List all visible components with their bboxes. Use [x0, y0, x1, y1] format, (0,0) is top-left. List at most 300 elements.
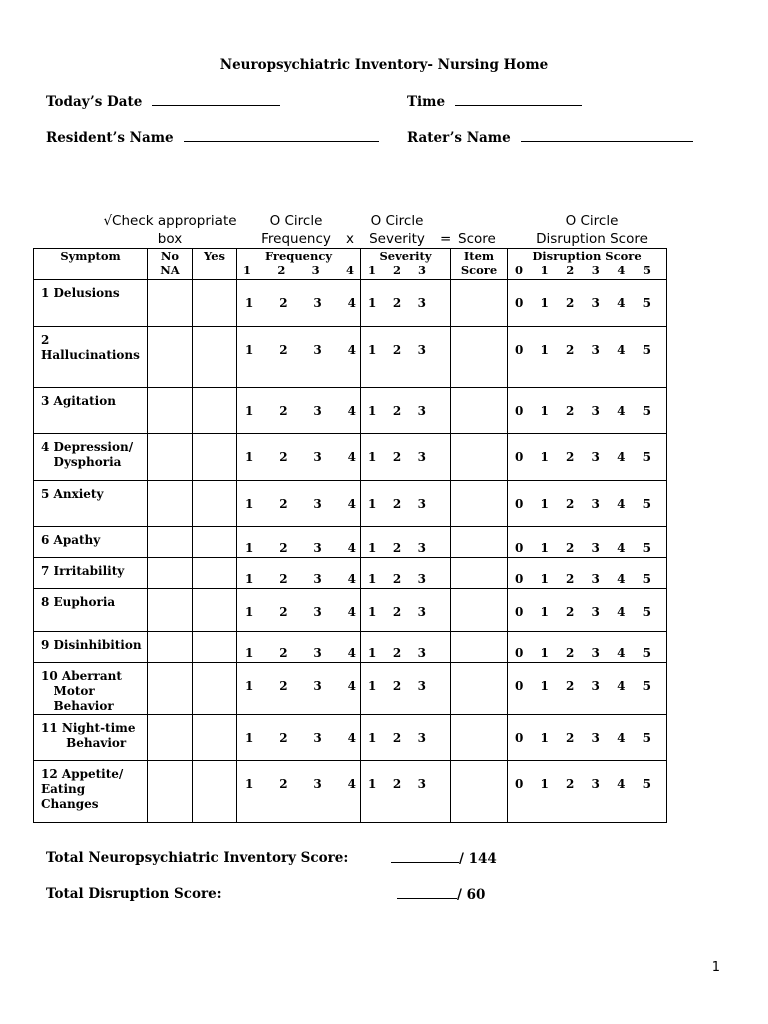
score-instruction: Score	[458, 231, 496, 247]
yes-checkbox[interactable]	[193, 589, 237, 632]
raters-name-label: Rater’s Name	[407, 130, 511, 146]
rating-option[interactable]: 1	[368, 296, 377, 310]
rating-option[interactable]: 2	[392, 605, 402, 619]
rating-option[interactable]: 0	[515, 679, 524, 693]
symptom-cell: 3 Agitation	[34, 388, 148, 434]
rating-option[interactable]: 1	[368, 777, 377, 791]
header-number: 1	[243, 263, 252, 277]
rating-option[interactable]: 5	[642, 679, 651, 693]
disruption-options	[508, 715, 667, 761]
todays-date-label: Today’s Date	[46, 94, 143, 110]
rating-option[interactable]: 1	[540, 296, 549, 310]
rating-option[interactable]: 3	[591, 404, 600, 418]
severity-options	[361, 589, 451, 632]
rating-option[interactable]: 1	[368, 731, 377, 745]
rating-option[interactable]: 4	[347, 450, 356, 464]
rating-option[interactable]: 4	[617, 646, 626, 660]
rating-option[interactable]: 3	[313, 777, 322, 791]
residents-name-field	[46, 129, 379, 146]
rating-option[interactable]: 0	[515, 450, 524, 464]
rating-option[interactable]: 2	[566, 605, 575, 619]
rating-option[interactable]: 3	[591, 777, 600, 791]
rating-option[interactable]: 2	[566, 679, 575, 693]
total-npi-input[interactable]	[391, 850, 459, 863]
rating-option[interactable]: 1	[368, 605, 377, 619]
rating-option[interactable]: 2	[279, 731, 288, 745]
frequency-options	[237, 280, 361, 327]
frequency-instruction: O Circle Frequency	[261, 213, 331, 247]
rating-option[interactable]: 2	[279, 497, 288, 511]
rating-option[interactable]: 4	[347, 296, 356, 310]
item-score-cell[interactable]	[451, 327, 508, 388]
severity-options	[361, 761, 451, 823]
severity-options	[361, 434, 451, 481]
rating-option[interactable]: 1	[245, 296, 254, 310]
header-number: 0	[515, 263, 524, 277]
residents-name-label: Resident’s Name	[46, 130, 174, 146]
rating-option[interactable]: 4	[347, 777, 356, 791]
rating-option[interactable]: 4	[617, 450, 626, 464]
rating-option[interactable]: 4	[347, 572, 356, 586]
no-na-checkbox[interactable]	[148, 434, 193, 481]
disruption-options	[508, 663, 667, 715]
header-number: 2	[566, 263, 575, 277]
yes-checkbox[interactable]	[193, 761, 237, 823]
rating-option[interactable]: 4	[347, 497, 356, 511]
disruption-options	[508, 558, 667, 589]
rating-option[interactable]: 2	[566, 777, 575, 791]
symptom-header: Symptom	[34, 249, 148, 280]
rating-option[interactable]: 4	[347, 343, 356, 357]
rating-option[interactable]: 3	[417, 679, 426, 693]
rating-option[interactable]: 2	[392, 343, 402, 357]
rating-option[interactable]: 2	[392, 731, 402, 745]
yes-checkbox[interactable]	[193, 527, 237, 558]
residents-name-input[interactable]	[184, 129, 379, 142]
frequency-options	[237, 327, 361, 388]
table-row	[34, 663, 667, 715]
rating-option[interactable]: 1	[368, 679, 377, 693]
rating-option[interactable]: 1	[540, 541, 549, 555]
item-score-header: Item Score	[451, 249, 508, 280]
rating-option[interactable]: 0	[515, 343, 524, 357]
severity-options	[361, 632, 451, 663]
npi-table	[33, 248, 667, 823]
disruption-header: Disruption Score 0 1 2 3 4 5	[508, 249, 667, 280]
rating-option[interactable]: 4	[617, 679, 626, 693]
yes-checkbox[interactable]	[193, 280, 237, 327]
rating-option[interactable]: 1	[540, 450, 549, 464]
check-instruction: √Check appropriate box	[103, 213, 237, 247]
disruption-options	[508, 527, 667, 558]
disruption-options	[508, 481, 667, 527]
rating-option[interactable]: 3	[313, 343, 322, 357]
rating-option[interactable]: 1	[245, 679, 254, 693]
rating-option[interactable]: 3	[417, 605, 426, 619]
no-na-header: No NA	[148, 249, 193, 280]
no-na-checkbox[interactable]	[148, 632, 193, 663]
item-score-cell[interactable]	[451, 715, 508, 761]
table-row	[34, 527, 667, 558]
rating-option[interactable]: 4	[347, 679, 356, 693]
rating-option[interactable]: 3	[417, 296, 426, 310]
rating-option[interactable]: 1	[368, 343, 377, 357]
yes-checkbox[interactable]	[193, 388, 237, 434]
rating-option[interactable]: 5	[642, 605, 651, 619]
rating-option[interactable]: 0	[515, 777, 524, 791]
rating-option[interactable]: 1	[540, 777, 549, 791]
rating-option[interactable]: 2	[566, 404, 575, 418]
item-score-cell[interactable]	[451, 558, 508, 589]
rating-option[interactable]: 3	[313, 605, 322, 619]
header-number: 5	[642, 263, 651, 277]
disruption-options	[508, 388, 667, 434]
rating-option[interactable]: 1	[245, 605, 254, 619]
rating-option[interactable]: 4	[347, 541, 356, 555]
rating-option[interactable]: 2	[279, 541, 288, 555]
rating-option[interactable]: 2	[392, 497, 402, 511]
item-score-cell[interactable]	[451, 632, 508, 663]
header-number: 3	[591, 263, 600, 277]
yes-checkbox[interactable]	[193, 558, 237, 589]
rating-option[interactable]: 3	[313, 404, 322, 418]
yes-checkbox[interactable]	[193, 632, 237, 663]
yes-header: Yes	[193, 249, 237, 280]
header-number: 2	[277, 263, 286, 277]
rating-option[interactable]: 2	[392, 572, 402, 586]
rating-option[interactable]: 3	[591, 572, 600, 586]
todays-date-field	[46, 93, 280, 110]
table-row	[34, 589, 667, 632]
header-number: 4	[345, 263, 354, 277]
rating-option[interactable]: 2	[566, 541, 575, 555]
frequency-options	[237, 388, 361, 434]
rating-option[interactable]: 3	[417, 646, 426, 660]
symptom-cell: 1 Delusions	[34, 280, 148, 327]
header-number: 2	[392, 263, 401, 277]
rating-option[interactable]: 2	[392, 404, 402, 418]
no-na-checkbox[interactable]	[148, 663, 193, 715]
rating-option[interactable]: 5	[642, 296, 651, 310]
rating-option[interactable]: 3	[417, 541, 426, 555]
rating-option[interactable]: 0	[515, 605, 524, 619]
rating-option[interactable]: 2	[392, 541, 402, 555]
no-na-checkbox[interactable]	[148, 388, 193, 434]
rating-option[interactable]: 1	[368, 404, 377, 418]
rating-option[interactable]: 0	[515, 296, 524, 310]
yes-checkbox[interactable]	[193, 663, 237, 715]
rating-option[interactable]: 4	[347, 646, 356, 660]
rating-option[interactable]: 4	[617, 404, 626, 418]
rating-option[interactable]: 1	[245, 343, 254, 357]
rating-option[interactable]: 4	[617, 731, 626, 745]
symptom-cell: 2 Hallucinations	[34, 327, 148, 388]
rating-option[interactable]: 0	[515, 731, 524, 745]
rating-option[interactable]: 2	[566, 497, 575, 511]
rating-option[interactable]: 2	[392, 296, 402, 310]
rating-option[interactable]: 3	[591, 731, 600, 745]
rating-option[interactable]: 2	[566, 296, 575, 310]
rating-option[interactable]: 5	[642, 404, 651, 418]
rating-option[interactable]: 2	[566, 731, 575, 745]
frequency-options	[237, 434, 361, 481]
symptom-cell: 8 Euphoria	[34, 589, 148, 632]
severity-header: Severity 1 2 3	[361, 249, 451, 280]
rating-option[interactable]: 1	[368, 497, 377, 511]
no-na-checkbox[interactable]	[148, 280, 193, 327]
total-npi-score-value: / 144	[391, 850, 497, 867]
rating-option[interactable]: 3	[417, 497, 426, 511]
rating-option[interactable]: 3	[313, 572, 322, 586]
rating-option[interactable]: 4	[347, 731, 356, 745]
symptom-cell: 6 Apathy	[34, 527, 148, 558]
frequency-options	[237, 558, 361, 589]
no-na-checkbox[interactable]	[148, 589, 193, 632]
no-na-checkbox[interactable]	[148, 558, 193, 589]
rating-option[interactable]: 1	[540, 679, 549, 693]
rating-option[interactable]: 3	[591, 497, 600, 511]
table-row	[34, 761, 667, 823]
table-row	[34, 558, 667, 589]
rating-option[interactable]: 2	[279, 572, 288, 586]
frequency-options	[237, 761, 361, 823]
table-row	[34, 632, 667, 663]
rating-option[interactable]: 2	[392, 646, 402, 660]
no-na-checkbox[interactable]	[148, 527, 193, 558]
rating-option[interactable]: 1	[540, 605, 549, 619]
frequency-options	[237, 715, 361, 761]
rating-option[interactable]: 0	[515, 541, 524, 555]
yes-checkbox[interactable]	[193, 434, 237, 481]
page-number: 1	[711, 960, 720, 975]
rating-option[interactable]: 5	[642, 450, 651, 464]
severity-options	[361, 280, 451, 327]
rating-option[interactable]: 3	[591, 605, 600, 619]
total-disruption-score-value: / 60	[397, 886, 485, 903]
rating-option[interactable]: 4	[617, 497, 626, 511]
rating-option[interactable]: 3	[591, 679, 600, 693]
item-score-cell[interactable]	[451, 481, 508, 527]
rating-option[interactable]: 1	[540, 731, 549, 745]
total-disruption-input[interactable]	[397, 886, 457, 899]
rating-option[interactable]: 2	[392, 450, 402, 464]
rating-option[interactable]: 5	[642, 646, 651, 660]
rating-option[interactable]: 1	[540, 497, 549, 511]
header-number: 3	[311, 263, 320, 277]
rating-option[interactable]: 2	[566, 343, 575, 357]
rating-option[interactable]: 3	[591, 296, 600, 310]
symptom-cell: 10 Aberrant Motor Behavior	[34, 663, 148, 715]
rating-option[interactable]: 3	[313, 731, 322, 745]
rating-option[interactable]: 0	[515, 572, 524, 586]
rating-option[interactable]: 2	[279, 646, 288, 660]
rating-option[interactable]: 5	[642, 343, 651, 357]
rating-option[interactable]: 1	[245, 541, 254, 555]
rating-option[interactable]: 2	[566, 450, 575, 464]
rating-option[interactable]: 1	[540, 646, 549, 660]
rating-option[interactable]: 3	[313, 497, 322, 511]
rating-option[interactable]: 4	[617, 605, 626, 619]
rating-option[interactable]: 2	[392, 777, 402, 791]
rating-option[interactable]: 4	[347, 605, 356, 619]
rating-option[interactable]: 0	[515, 497, 524, 511]
table-row	[34, 388, 667, 434]
symptom-cell: 4 Depression/ Dysphoria	[34, 434, 148, 481]
item-score-cell[interactable]	[451, 388, 508, 434]
rating-option[interactable]: 2	[279, 605, 288, 619]
item-score-cell[interactable]	[451, 434, 508, 481]
rating-option[interactable]: 3	[417, 343, 426, 357]
rating-option[interactable]: 1	[245, 731, 254, 745]
rating-option[interactable]: 1	[245, 404, 254, 418]
symptom-cell: 11 Night-time Behavior	[34, 715, 148, 761]
times-symbol: x	[346, 231, 354, 247]
rating-option[interactable]: 3	[313, 296, 322, 310]
rating-option[interactable]: 3	[313, 450, 322, 464]
disruption-options	[508, 327, 667, 388]
rating-option[interactable]: 1	[540, 572, 549, 586]
rating-option[interactable]: 1	[368, 541, 377, 555]
rating-option[interactable]: 3	[417, 450, 426, 464]
rating-option[interactable]: 5	[642, 731, 651, 745]
disruption-options	[508, 434, 667, 481]
rating-option[interactable]: 4	[617, 572, 626, 586]
item-score-cell[interactable]	[451, 589, 508, 632]
rating-option[interactable]: 2	[279, 679, 288, 693]
header-number: 1	[368, 263, 377, 277]
raters-name-input[interactable]	[521, 129, 693, 142]
no-na-checkbox[interactable]	[148, 715, 193, 761]
rating-option[interactable]: 1	[368, 646, 377, 660]
rating-option[interactable]: 0	[515, 646, 524, 660]
table-row	[34, 280, 667, 327]
rating-option[interactable]: 1	[540, 343, 549, 357]
item-score-cell[interactable]	[451, 527, 508, 558]
no-na-checkbox[interactable]	[148, 481, 193, 527]
rating-option[interactable]: 4	[617, 343, 626, 357]
yes-checkbox[interactable]	[193, 481, 237, 527]
rating-option[interactable]: 1	[245, 497, 254, 511]
rating-option[interactable]: 2	[279, 777, 288, 791]
item-score-cell[interactable]	[451, 761, 508, 823]
no-na-checkbox[interactable]	[148, 761, 193, 823]
item-score-cell[interactable]	[451, 663, 508, 715]
severity-instruction: O Circle Severity	[369, 213, 425, 247]
rating-option[interactable]: 4	[617, 777, 626, 791]
severity-options	[361, 527, 451, 558]
disruption-instruction: O Circle Disruption Score	[536, 213, 648, 247]
frequency-header: Frequency 1 2 3 4	[237, 249, 361, 280]
rating-option[interactable]: 3	[417, 777, 426, 791]
table-row	[34, 434, 667, 481]
disruption-options	[508, 280, 667, 327]
frequency-options	[237, 589, 361, 632]
rating-option[interactable]: 1	[245, 646, 254, 660]
yes-checkbox[interactable]	[193, 715, 237, 761]
symptom-cell: 5 Anxiety	[34, 481, 148, 527]
table-row	[34, 327, 667, 388]
frequency-options	[237, 527, 361, 558]
rating-option[interactable]: 3	[591, 541, 600, 555]
todays-date-input[interactable]	[152, 93, 280, 106]
no-na-checkbox[interactable]	[148, 327, 193, 388]
severity-options	[361, 481, 451, 527]
table-header-row	[34, 249, 667, 280]
rating-option[interactable]: 2	[279, 404, 288, 418]
header-number: 4	[617, 263, 626, 277]
header-number: 3	[417, 263, 426, 277]
rating-option[interactable]: 1	[245, 450, 254, 464]
severity-options	[361, 388, 451, 434]
rating-option[interactable]: 4	[617, 541, 626, 555]
total-disruption-score: Total Disruption Score:	[46, 886, 222, 902]
disruption-options	[508, 632, 667, 663]
page-title: Neuropsychiatric Inventory- Nursing Home	[219, 57, 549, 73]
severity-options	[361, 663, 451, 715]
item-score-cell[interactable]	[451, 280, 508, 327]
rating-option[interactable]: 2	[566, 646, 575, 660]
disruption-options	[508, 589, 667, 632]
rating-option[interactable]: 5	[642, 572, 651, 586]
rating-option[interactable]: 3	[313, 541, 322, 555]
symptom-cell: 7 Irritability	[34, 558, 148, 589]
symptom-cell: 9 Disinhibition	[34, 632, 148, 663]
severity-options	[361, 327, 451, 388]
rating-option[interactable]: 3	[591, 343, 600, 357]
rating-option[interactable]: 2	[279, 296, 288, 310]
time-field	[407, 93, 582, 110]
total-npi-score: Total Neuropsychiatric Inventory Score:	[46, 850, 349, 866]
rating-option[interactable]: 3	[591, 450, 600, 464]
rating-option[interactable]: 3	[417, 731, 426, 745]
rating-option[interactable]: 1	[245, 777, 254, 791]
table-row	[34, 481, 667, 527]
rating-option[interactable]: 1	[245, 572, 254, 586]
table-row	[34, 715, 667, 761]
rating-option[interactable]: 2	[566, 572, 575, 586]
frequency-options	[237, 481, 361, 527]
severity-options	[361, 715, 451, 761]
rating-option[interactable]: 3	[313, 679, 322, 693]
severity-options	[361, 558, 451, 589]
rating-option[interactable]: 5	[642, 541, 651, 555]
rating-option[interactable]: 5	[642, 777, 651, 791]
rating-option[interactable]: 1	[540, 404, 549, 418]
header-number: 1	[540, 263, 549, 277]
symptom-cell: 12 Appetite/ Eating Changes	[34, 761, 148, 823]
rating-option[interactable]: 1	[368, 572, 377, 586]
rating-option[interactable]: 2	[279, 450, 288, 464]
frequency-options	[237, 632, 361, 663]
disruption-options	[508, 761, 667, 823]
frequency-options	[237, 663, 361, 715]
rating-option[interactable]: 2	[392, 679, 402, 693]
rating-option[interactable]: 1	[368, 450, 377, 464]
rating-option[interactable]: 2	[279, 343, 288, 357]
rating-option[interactable]: 4	[617, 296, 626, 310]
rating-option[interactable]: 0	[515, 404, 524, 418]
rating-option[interactable]: 3	[591, 646, 600, 660]
rating-option[interactable]: 3	[417, 572, 426, 586]
time-label: Time	[407, 94, 446, 110]
time-input[interactable]	[455, 93, 582, 106]
equals-symbol: =	[440, 231, 452, 247]
rating-option[interactable]: 4	[347, 404, 356, 418]
yes-checkbox[interactable]	[193, 327, 237, 388]
rating-option[interactable]: 3	[313, 646, 322, 660]
rating-option[interactable]: 3	[417, 404, 426, 418]
rating-option[interactable]: 5	[642, 497, 651, 511]
